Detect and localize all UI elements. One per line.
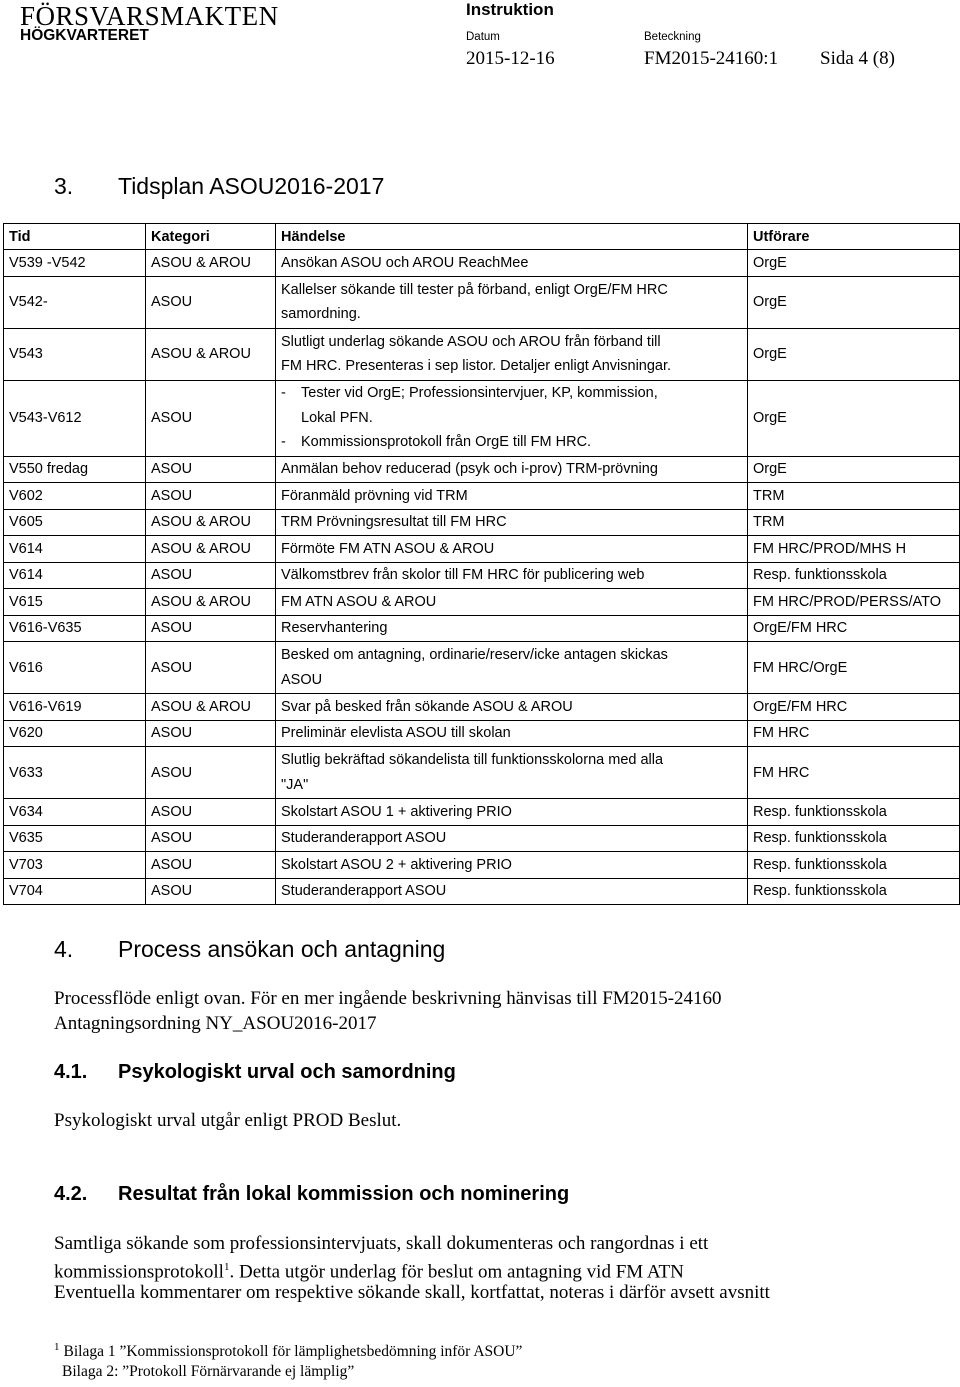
cell-handelse: TRM Prövningsresultat till FM HRC bbox=[276, 509, 748, 536]
bullet-line bbox=[281, 430, 742, 455]
cell-tid: V703 bbox=[4, 852, 146, 879]
footnote-1 bbox=[54, 1341, 522, 1361]
cell-kategori: ASOU bbox=[146, 799, 276, 826]
cell-utforare: OrgE bbox=[748, 456, 960, 483]
cell-utforare: Resp. funktionsskola bbox=[748, 825, 960, 852]
cell-kategori: ASOU bbox=[146, 615, 276, 642]
cell-line: "JA" bbox=[281, 776, 309, 793]
cell-utforare: FM HRC/PROD/PERSS/ATO bbox=[748, 589, 960, 616]
cell-handelse: Reservhantering bbox=[276, 615, 748, 642]
dash-marker: - bbox=[281, 385, 286, 402]
column-header-utforare: Utförare bbox=[748, 224, 960, 250]
cell-tid: V635 bbox=[4, 825, 146, 852]
table-row bbox=[4, 328, 960, 380]
column-header-handelse: Händelse bbox=[276, 224, 748, 250]
cell-utforare: Resp. funktionsskola bbox=[748, 878, 960, 905]
table-row bbox=[4, 852, 960, 879]
column-header-tid: Tid bbox=[4, 224, 146, 250]
reference-label: Beteckning bbox=[644, 31, 701, 43]
cell-kategori: ASOU bbox=[146, 456, 276, 483]
cell-utforare: Resp. funktionsskola bbox=[748, 799, 960, 826]
cell-kategori: ASOU & AROU bbox=[146, 250, 276, 277]
cell-line: Slutlig bekräftad sökandelista till funktionsskolorna med alla bbox=[281, 752, 664, 768]
cell-tid: V543-V612 bbox=[4, 380, 146, 456]
cell-tid: V605 bbox=[4, 509, 146, 536]
document-type: Instruktion bbox=[466, 0, 554, 19]
section-3-title: Tidsplan ASOU2016-2017 bbox=[118, 173, 385, 199]
cell-handelse bbox=[276, 642, 748, 694]
cell-tid: V615 bbox=[4, 589, 146, 616]
cell-utforare: FM HRC bbox=[748, 747, 960, 799]
cell-tid: V550 fredag bbox=[4, 456, 146, 483]
section-4-number: 4. bbox=[54, 936, 74, 962]
table-row bbox=[4, 642, 960, 694]
cell-kategori: ASOU & AROU bbox=[146, 694, 276, 721]
cell-tid: V614 bbox=[4, 536, 146, 563]
cell-tid: V616-V619 bbox=[4, 694, 146, 721]
table-row bbox=[4, 562, 960, 589]
page-indicator: Sida 4 (8) bbox=[820, 48, 895, 69]
cell-handelse: Välkomstbrev från skolor till FM HRC för publicering web bbox=[276, 562, 748, 589]
cell-utforare: TRM bbox=[748, 509, 960, 536]
table-row bbox=[4, 276, 960, 328]
cell-kategori: ASOU & AROU bbox=[146, 536, 276, 563]
section-3-number: 3. bbox=[54, 173, 74, 199]
table-header-row bbox=[4, 224, 960, 250]
table-row bbox=[4, 878, 960, 905]
cell-tid: V634 bbox=[4, 799, 146, 826]
cell-kategori: ASOU & AROU bbox=[146, 589, 276, 616]
cell-line: Kommissionsprotokoll från OrgE till FM HRC. bbox=[301, 434, 592, 451]
cell-line: ASOU bbox=[281, 671, 323, 688]
cell-utforare: OrgE/FM HRC bbox=[748, 694, 960, 721]
cell-kategori: ASOU & AROU bbox=[146, 328, 276, 380]
cell-kategori: ASOU bbox=[146, 483, 276, 510]
table-row bbox=[4, 380, 960, 456]
cell-handelse: Skolstart ASOU 2 + aktivering PRIO bbox=[276, 852, 748, 879]
table-row bbox=[4, 615, 960, 642]
cell-utforare: TRM bbox=[748, 483, 960, 510]
cell-utforare: OrgE bbox=[748, 380, 960, 456]
cell-tid: V602 bbox=[4, 483, 146, 510]
table-row bbox=[4, 456, 960, 483]
cell-kategori: ASOU bbox=[146, 825, 276, 852]
cell-utforare: OrgE bbox=[748, 328, 960, 380]
cell-handelse: Föranmäld prövning vid TRM bbox=[276, 483, 748, 510]
org-logo-text: FÖRSVARSMAKTEN bbox=[20, 1, 279, 31]
table-row bbox=[4, 799, 960, 826]
table-row bbox=[4, 589, 960, 616]
cell-line: Besked om antagning, ordinarie/reserv/icke antagen skickas bbox=[281, 647, 668, 663]
bullet-line bbox=[281, 381, 742, 406]
cell-line: samordning. bbox=[281, 306, 361, 322]
document-reference: FM2015-24160:1 bbox=[644, 48, 779, 69]
cell-handelse: FM ATN ASOU & AROU bbox=[276, 589, 748, 616]
cell-kategori: ASOU bbox=[146, 562, 276, 589]
cell-tid: V704 bbox=[4, 878, 146, 905]
cell-tid: V620 bbox=[4, 720, 146, 747]
cell-utforare: OrgE bbox=[748, 276, 960, 328]
cell-tid: V542- bbox=[4, 276, 146, 328]
footnote-reference: 1 bbox=[223, 1261, 230, 1273]
cell-line: Slutligt underlag sökande ASOU och AROU från förband till bbox=[281, 333, 661, 350]
schedule-table bbox=[3, 223, 960, 905]
cell-tid: V633 bbox=[4, 747, 146, 799]
cell-utforare: Resp. funktionsskola bbox=[748, 562, 960, 589]
cell-handelse: Skolstart ASOU 1 + aktivering PRIO bbox=[276, 799, 748, 826]
cell-kategori: ASOU bbox=[146, 852, 276, 879]
cell-handelse bbox=[276, 747, 748, 799]
cell-handelse bbox=[276, 276, 748, 328]
paragraph-text: kommissionsprotokoll bbox=[54, 1261, 224, 1283]
table-row bbox=[4, 509, 960, 536]
date-label: Datum bbox=[466, 31, 500, 43]
table-row bbox=[4, 720, 960, 747]
footnote-2: Bilaga 2: ”Protokoll Förnärvarande ej lämplig” bbox=[62, 1363, 355, 1380]
paragraph-text: . Detta utgör underlag för beslut om antagning vid FM ATN bbox=[229, 1261, 684, 1283]
cell-handelse: Svar på besked från sökande ASOU & AROU bbox=[276, 694, 748, 721]
cell-handelse: Förmöte FM ATN ASOU & AROU bbox=[276, 536, 748, 563]
cell-kategori: ASOU bbox=[146, 276, 276, 328]
cell-kategori: ASOU bbox=[146, 642, 276, 694]
dash-marker: - bbox=[281, 434, 286, 451]
cell-utforare: Resp. funktionsskola bbox=[748, 852, 960, 879]
cell-tid: V539 -V542 bbox=[4, 250, 146, 277]
cell-handelse: Studeranderapport ASOU bbox=[276, 878, 748, 905]
table-row bbox=[4, 747, 960, 799]
section-4-1-title: Psykologiskt urval och samordning bbox=[118, 1061, 456, 1083]
cell-kategori: ASOU & AROU bbox=[146, 509, 276, 536]
table-row bbox=[4, 694, 960, 721]
cell-line: Lokal PFN. bbox=[301, 409, 373, 426]
section-4-paragraph-line: Processflöde enligt ovan. För en mer ingående beskrivning hänvisas till FM2015-24160 bbox=[54, 988, 722, 1009]
cell-handelse: Anmälan behov reducerad (psyk och i-prov) TRM-prövning bbox=[276, 456, 748, 483]
cell-handelse: Studeranderapport ASOU bbox=[276, 825, 748, 852]
org-unit: HÖGKVARTERET bbox=[20, 27, 149, 44]
cell-line: Tester vid OrgE; Professionsintervjuer, KP, kommission, bbox=[301, 385, 658, 402]
cell-handelse: Ansökan ASOU och AROU ReachMee bbox=[276, 250, 748, 277]
cell-utforare: FM HRC/OrgE bbox=[748, 642, 960, 694]
section-4-1-paragraph: Psykologiskt urval utgår enligt PROD Beslut. bbox=[54, 1110, 402, 1131]
table-row bbox=[4, 825, 960, 852]
column-header-kategori: Kategori bbox=[146, 224, 276, 250]
section-4-paragraph-line: Antagningsordning NY_ASOU2016-2017 bbox=[54, 1013, 377, 1034]
section-4-2-title: Resultat från lokal kommission och nominering bbox=[118, 1183, 570, 1205]
cell-utforare: FM HRC/PROD/MHS H bbox=[748, 536, 960, 563]
cell-kategori: ASOU bbox=[146, 720, 276, 747]
table-row bbox=[4, 536, 960, 563]
cell-kategori: ASOU bbox=[146, 380, 276, 456]
cell-line: Kallelser sökande till tester på förband, enligt OrgE/FM HRC bbox=[281, 281, 668, 298]
cell-tid: V616 bbox=[4, 642, 146, 694]
section-4-1-number: 4.1. bbox=[54, 1061, 88, 1083]
cell-tid: V543 bbox=[4, 328, 146, 380]
cell-tid: V614 bbox=[4, 562, 146, 589]
table-row bbox=[4, 250, 960, 277]
cell-utforare: OrgE bbox=[748, 250, 960, 277]
cell-utforare: FM HRC bbox=[748, 720, 960, 747]
cell-handelse bbox=[276, 380, 748, 456]
cell-utforare: OrgE/FM HRC bbox=[748, 615, 960, 642]
cell-line: FM HRC. Presenteras i sep listor. Detaljer enligt Anvisningar. bbox=[281, 358, 672, 374]
cell-kategori: ASOU bbox=[146, 878, 276, 905]
cell-handelse: Preliminär elevlista ASOU till skolan bbox=[276, 720, 748, 747]
cell-handelse bbox=[276, 328, 748, 380]
footnote-text: Bilaga 1 ”Kommissionsprotokoll för lämplighetsbedömning inför ASOU” bbox=[63, 1343, 523, 1361]
section-4-2-paragraph-line: Eventuella kommentarer om respektive sökande skall, kortfattat, noteras i därför avsett avsnitt bbox=[54, 1282, 770, 1303]
section-4-2-paragraph-line: Samtliga sökande som professionsintervjuats, skall dokumenteras och rangordnas i ett bbox=[54, 1233, 709, 1254]
table-row bbox=[4, 483, 960, 510]
footnote-marker: 1 bbox=[54, 1341, 60, 1353]
cell-tid: V616-V635 bbox=[4, 615, 146, 642]
section-4-title: Process ansökan och antagning bbox=[118, 936, 446, 962]
cell-kategori: ASOU bbox=[146, 747, 276, 799]
section-4-2-number: 4.2. bbox=[54, 1183, 88, 1205]
document-date: 2015-12-16 bbox=[466, 48, 555, 69]
